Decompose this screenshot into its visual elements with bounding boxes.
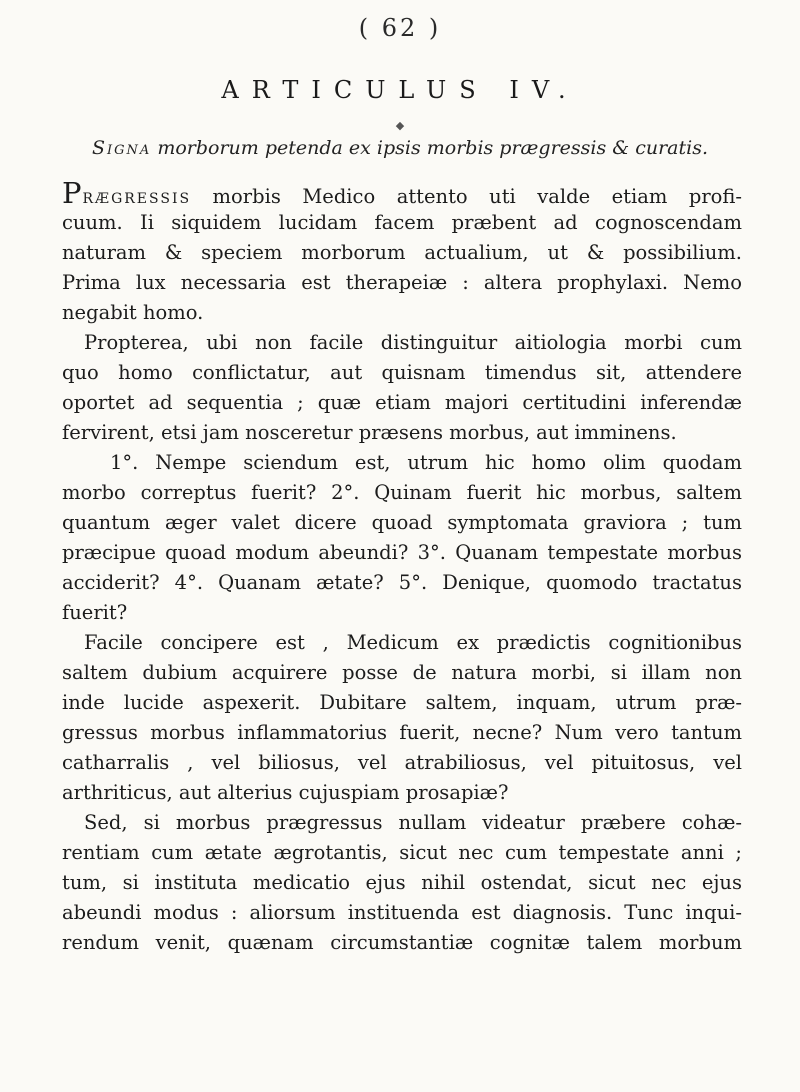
paragraph-2-line: oportet ad sequentia ; quæ etiam majori certitudini inferendæ	[62, 391, 742, 414]
article-subtitle	[0, 137, 800, 159]
paragraph-1-line: Prima lux necessaria est therapeiæ : altera prophylaxi. Nemo	[62, 271, 742, 294]
paragraph-4-line: gressus morbus inflammatorius fuerit, necne? Num vero tantum	[62, 721, 742, 744]
paragraph-3-line: quantum æger valet dicere quoad symptomata graviora ; tum	[62, 511, 742, 534]
paragraph-2-line: fervirent, etsi jam noscеretur præsens morbus, aut imminens.	[62, 421, 677, 444]
paragraph-1-line	[62, 178, 742, 208]
text-run: morbis Medico attento uti valde etiam profi-	[191, 185, 742, 208]
paragraph-4	[62, 628, 742, 808]
subtitle-rest: morborum petenda ex ipsis morbis prægressis & curatis.	[151, 137, 709, 159]
paragraph-4-line: catharralis , vel biliosus, vel atrabiliosus, vel pituitosus, vel	[62, 751, 742, 774]
paragraph-2	[62, 328, 742, 448]
paragraph-3-line: præcipue quoad modum abeundi? 3°. Quanam tempestate morbus	[62, 541, 742, 564]
paragraph-5-line: abeundi modus : aliorsum instituenda est diagnosis. Tunc inqui-	[62, 901, 742, 924]
paragraph-5-line: rentiam cum ætate ægrotantis, sicut nec cum tempestate anni ;	[62, 841, 742, 864]
paragraph-5-line: rendum venit, quænam circumstantiæ cognitæ talem morbum	[62, 931, 742, 954]
paragraph-2-line: quo homo conflictatur, aut quisnam timendus sit, attendere	[62, 361, 742, 384]
paragraph-3-line: fuerit?	[62, 601, 128, 624]
paragraph-3-line: 1°. Nempe sciendum est, utrum hic homo olim quodam	[110, 451, 742, 474]
ornament-mark: ◆	[395, 119, 405, 132]
paragraph-3	[62, 448, 742, 628]
paragraph-3-line: acciderit? 4°. Quanam ætate? 5°. Denique, quomodo tractatus	[62, 571, 742, 594]
article-heading: ARTICULUS IV.	[221, 76, 579, 104]
body-text	[62, 178, 742, 958]
paragraph-4-line: saltem dubium acquirere posse de natura morbi, si illam non	[62, 661, 742, 684]
paragraph-1	[62, 178, 742, 328]
paragraph-1-line: cuum. Ii siquidem lucidam facem præbent ad cognoscendam	[62, 211, 742, 234]
paragraph-1-line: negabit homo.	[62, 301, 204, 324]
small-caps-word: rægressis	[82, 185, 192, 208]
paragraph-1-line: naturam & speciem morborum actualium, ut & possibilium.	[62, 241, 742, 264]
paragraph-3-line: morbo correptus fuerit? 2°. Quinam fuerit hic morbus, saltem	[62, 481, 742, 504]
subtitle-lead: Signa	[91, 137, 152, 159]
page-number: ( 62 )	[358, 14, 442, 42]
paragraph-4-line: Facile concipere est , Medicum ex prædictis cognitionibus	[84, 631, 742, 654]
paragraph-5-line: tum, si instituta medicatio ejus nihil ostendat, sicut nec ejus	[62, 871, 742, 894]
paragraph-5	[62, 808, 742, 958]
paragraph-5-line: Sed, si morbus prægressus nullam videatur præbere cohæ-	[84, 811, 742, 834]
paragraph-2-line: Propterea, ubi non facile distinguitur aitiologia morbi cum	[84, 331, 742, 354]
paragraph-4-line: inde lucide aspexerit. Dubitare saltem, inquam, utrum præ-	[62, 691, 742, 714]
paragraph-4-line: arthriticus, aut alterius cujuspiam prosapiæ?	[62, 781, 509, 804]
drop-cap: P	[62, 176, 83, 210]
